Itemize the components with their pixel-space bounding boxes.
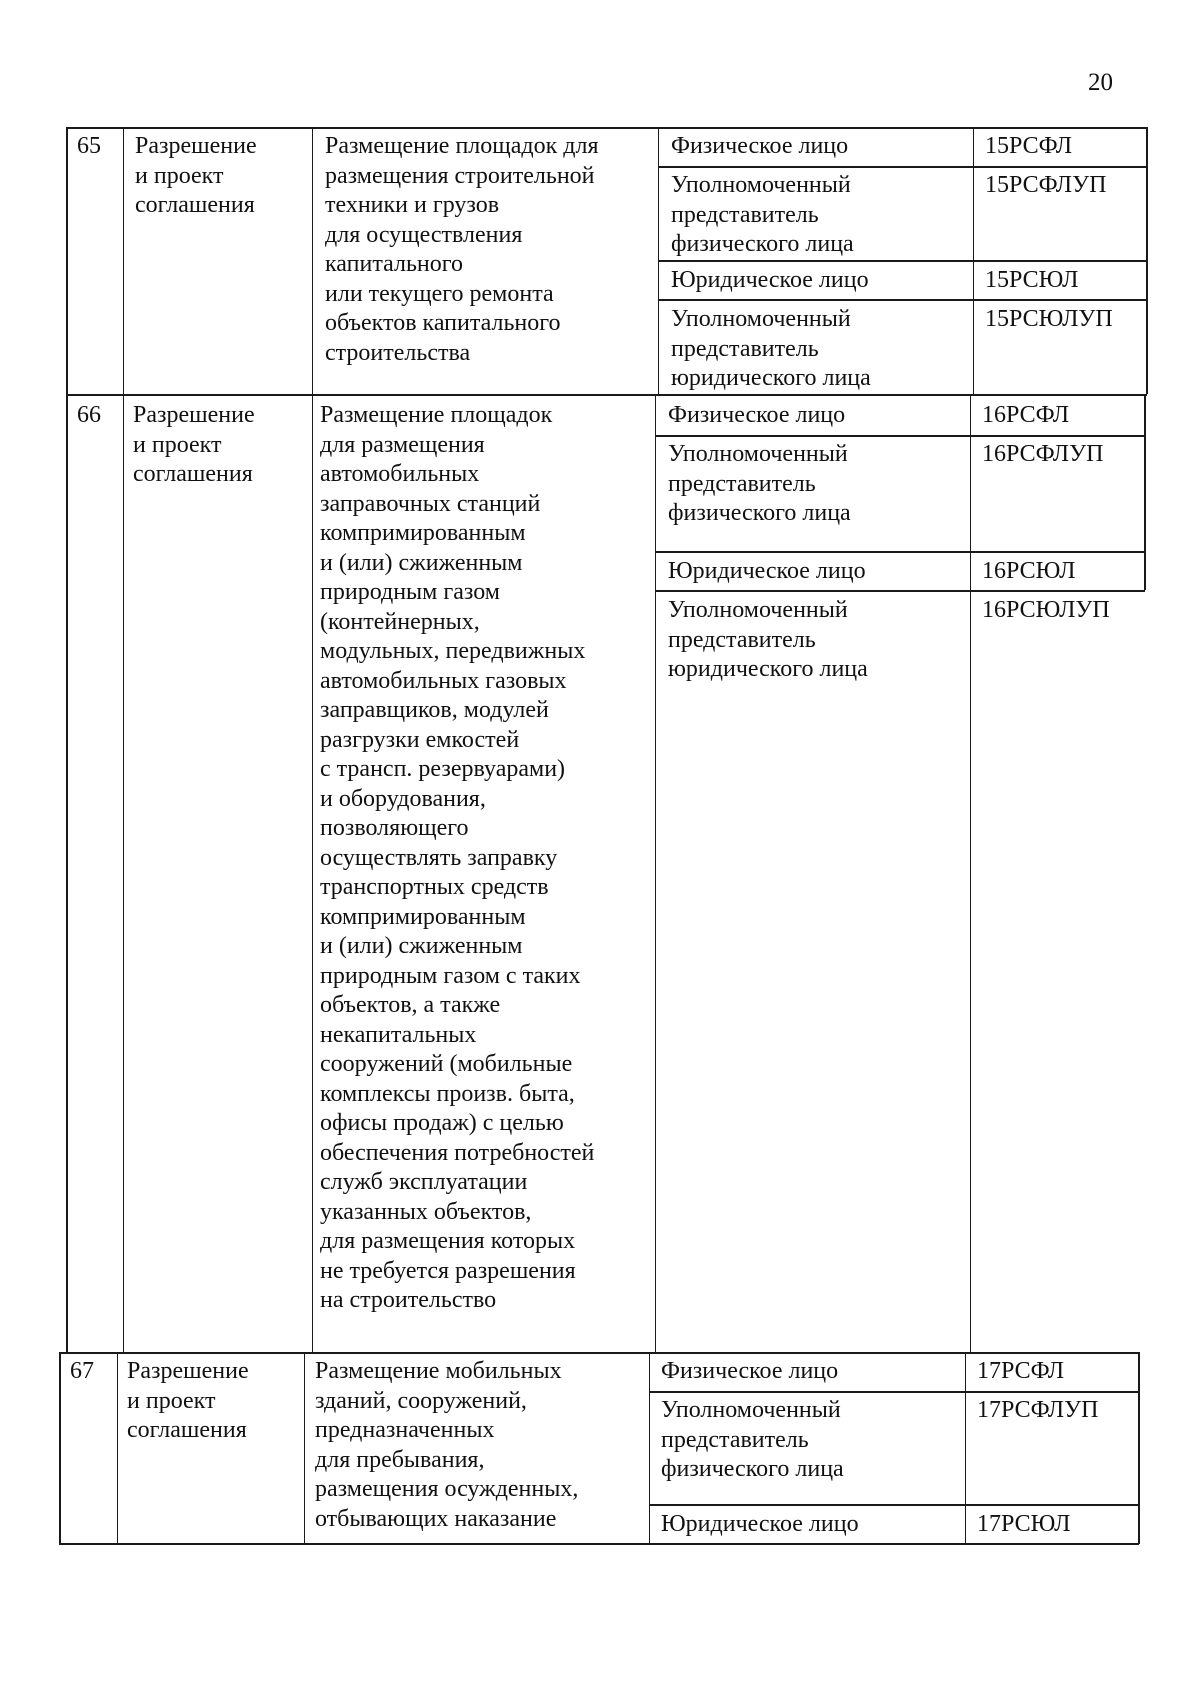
applicant-code: 17РСЮЛ [977,1511,1071,1537]
document-type: Разрешение и проект соглашения [127,1358,249,1443]
applicant-type: Уполномоченный представитель физического лица [671,172,854,257]
applicant-type: Физическое лицо [668,402,846,428]
applicant-code: 15РСФЛУП [985,172,1107,198]
applicant-type: Физическое лицо [661,1358,839,1384]
table-divider [970,394,971,1352]
row-number: 66 [77,402,101,428]
table-divider [312,127,313,1352]
applicant-type: Юридическое лицо [668,558,866,584]
applicant-code: 16РСЮЛУП [982,597,1110,623]
table-divider [658,260,1147,262]
applicant-code: 17РСФЛ [977,1358,1065,1384]
table-border [66,127,1147,129]
applicant-type: Физическое лицо [671,133,849,159]
page-number: 20 [1088,69,1113,96]
applicant-type: Уполномоченный представитель физического лица [661,1397,844,1482]
table-divider [59,1352,1139,1354]
applicant-code: 16РСФЛ [982,402,1070,428]
applicant-type: Юридическое лицо [661,1511,859,1537]
table-divider [655,394,656,1352]
table-divider [973,127,974,394]
applicant-code: 15РСФЛ [985,133,1073,159]
table-divider [66,394,1147,396]
applicant-type: Уполномоченный представитель юридического лица [668,597,868,682]
applicant-code: 16РСЮЛ [982,558,1076,584]
table-divider [649,1504,1139,1506]
row-number: 67 [70,1358,94,1384]
document-type: Разрешение и проект соглашения [133,402,255,487]
description: Размещение площадок для размещения строительной техники и грузов для осуществления капитального или текущего ремонта объектов капитального строительства [325,133,599,366]
description: Размещение площадок для размещения автомобильных заправочных станций компримированным и (или) сжиженным природным газом (контейнерных, модульных, передвижных автомобильных газовых заправщиков, модулей разгрузки емкостей с трансп. резервуарами) и оборудования, позволяющего осуществлять заправку транспортных средств компримированным и (или) сжиженным природным газом с таких объектов, а также некапитальных сооружений (мобильные комплексы произв. быта, офисы продаж) с целью обеспечения потребностей служб эксплуатации указанных объектов, для размещения которых не требуется разрешения на строительство [320,402,595,1313]
table-divider [655,590,1145,592]
table-divider [658,299,1147,301]
applicant-type: Уполномоченный представитель физического лица [668,441,851,526]
table-divider [117,1352,118,1544]
table-divider [655,435,1145,437]
table-divider [304,1352,305,1544]
applicant-code: 15РСЮЛУП [985,306,1113,332]
applicant-type: Уполномоченный представитель юридического лица [671,306,871,391]
document-type: Разрешение и проект соглашения [135,133,257,218]
applicant-code: 16РСФЛУП [982,441,1104,467]
table-divider [655,551,1145,553]
table-divider [649,1352,650,1544]
table-divider [123,127,124,1352]
table-border [59,1352,61,1544]
table-divider [658,166,1147,168]
table-border [66,127,68,1352]
applicant-type: Юридическое лицо [671,267,869,293]
description: Размещение мобильных зданий, сооружений, предназначенных для пребывания, размещения осужденных, отбывающих наказание [315,1358,579,1532]
table-border [1144,394,1146,590]
applicant-code: 17РСФЛУП [977,1397,1099,1423]
applicant-code: 15РСЮЛ [985,267,1079,293]
table-divider [649,1391,1139,1393]
table-divider [658,127,659,394]
table-border [1146,127,1148,394]
table-border [59,1543,1139,1545]
table-divider [965,1352,966,1544]
row-number: 65 [77,133,101,159]
table-border [1138,1352,1140,1544]
